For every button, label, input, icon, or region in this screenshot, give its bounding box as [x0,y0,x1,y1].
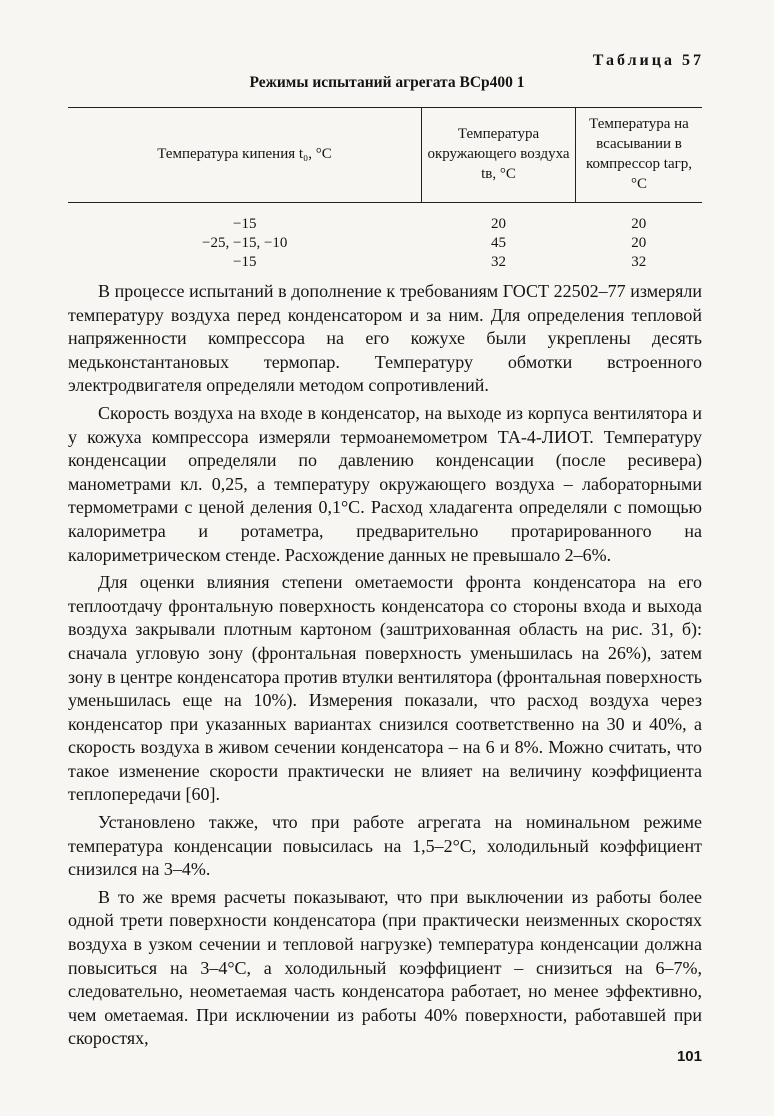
table-cell: 20 [631,216,647,232]
paragraph: Для оценки влияния степени ометаемости фронта конденсатора на его теплоотдачу фронтальную поверхность конденсатора со стороны входа и выхода воздуха закрывали плотным картоном (заштрихованная область на рис. 31, б): сначала угловую зону (фронтальная поверхность уменьшилась на 26%), затем зону в центре конденсатора против втулки вентилятора (фронтальная поверхность уменьшилась еще на 10%). Измерения показали, что расход воздуха через конденсатор при указанных вариантах снизился соответственно на 30 и 40%, а скорость воздуха в живом сечении конденсатора – на 6 и 8%. Можно считать, что такое изменение скорости практически не влияет на величину коэффициента теплопередачи [60]. [68,572,702,805]
table-cell: 32 [631,254,647,270]
table-cell: 45 [491,235,506,251]
paragraph: Скорость воздуха на входе в конденсатор, на выходе из корпуса вентилятора и у кожуха компрессора измеряли термоанемометром ТА-4-ЛИОТ. Температуру конденсации определяли по давлению конденсации (после ресивера) манометрами кл. 0,25, а температуру окружающего воздуха – лабораторными термометрами с ценой деления 0,1°С. Расход хладагента определяли с помощью калориметра и ротаметра, предварительно протарированного на калориметрическом стенде. Расхождение данных не превышало 2–6%. [68,402,702,565]
table-cell: 20 [491,216,506,232]
paragraph: В то же время расчеты показывают, что при выключении из работы более одной трети поверхности конденсатора (при практически неизменных скоростях воздуха в узком сечении и тепловой нагрузке) температура конденсации должна повыситься на 3–4°С, а холодильный коэффициент – снизиться на 6–7%, следовательно, неометаемая часть конденсатора работает, но менее эффективно, чем ометаемая. При исключении из работы 40% поверхности, работавшей при скоростях, [68,886,702,1049]
column-header-suction-temperature: Температура на всасывании в компрессор tагр, °С [576,108,703,203]
paragraph: В процессе испытаний в дополнение к требованиям ГОСТ 22502–77 измеряли температуру воздуха перед конденсатором и за ним. Для определения тепловой напряженности компрессора на его кожухе были укреплены десять медьконстантановых термопар. Температуру обмотки встроенного электродвигателя определяли методом сопротивлений. [68,281,702,396]
table-row [68,234,702,253]
table-cell: −25, −15, −10 [202,235,288,251]
table-caption: Режимы испытаний агрегата ВСр400 1 [249,74,525,91]
table-row [68,203,702,235]
column-header-ambient-air-temperature: Температура окружающего воздуха tв, °С [422,108,576,203]
table-number: Таблица 57 [592,52,704,69]
paragraph: Установлено также, что при работе агрегата на номинальном режиме температура конденсации повысилась на 1,5–2°С, холодильный коэффициент снизился на 3–4%. [68,812,702,880]
column-header-boiling-temperature: Температура кипения t₀, °С [68,108,422,203]
table-cell: −15 [233,254,257,270]
page-number: 101 [676,1048,702,1065]
table-cell: 32 [491,254,506,270]
data-table [68,107,702,272]
table-cell: −15 [233,216,257,232]
table-header-row [68,108,702,203]
table-row [68,253,702,272]
body-text [68,280,702,1055]
table-cell: 20 [631,235,647,251]
